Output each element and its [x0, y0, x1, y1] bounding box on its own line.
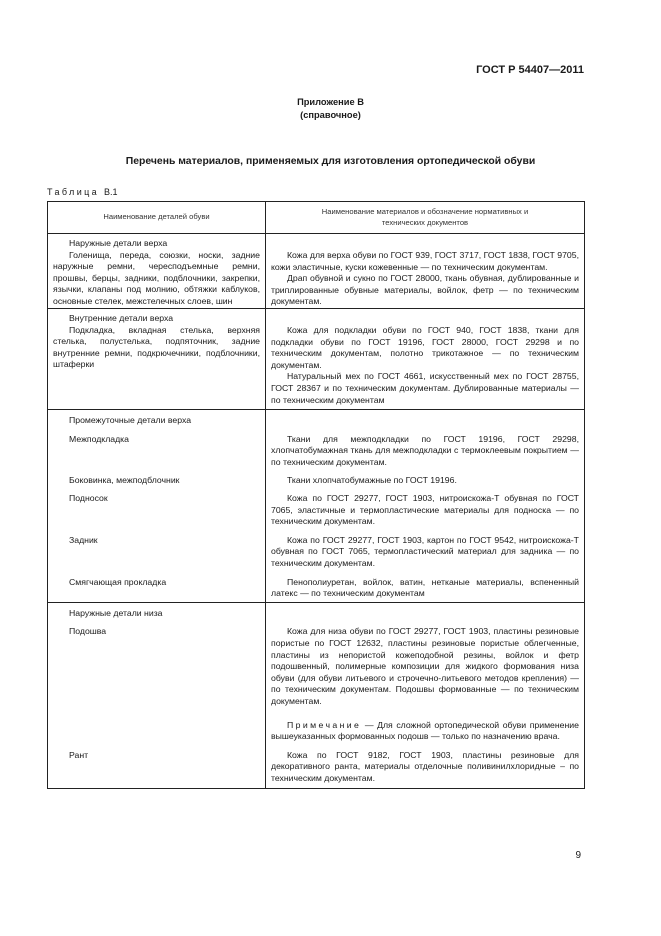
materials-cell [266, 535, 585, 577]
part-cell [48, 750, 266, 788]
material-text: Натуральный мех по ГОСТ 4661, искусственный мех по ГОСТ 28755, ГОСТ 28367 и по техническим документам. Дублированные материалы — по техническим документам [271, 371, 579, 405]
part-cell [48, 432, 266, 475]
materials-cell [266, 493, 585, 535]
note-text: — Для сложной ортопедической обуви применение вышеуказанных формованных подошв — только по назначению врача. [271, 719, 579, 742]
material-text: Драп обувной и сукно по ГОСТ 28000, ткань обувная, дублированные и триплированные обувные материалы, войлок, фетр — по техническим документам. [271, 273, 579, 307]
note-label: Примечание [287, 719, 362, 730]
materials-cell [266, 410, 585, 432]
table-row [48, 577, 585, 603]
material-text: Кожа по ГОСТ 29277, ГОСТ 1903, картон по ГОСТ 9542, нитроискожа-Т обувная по ГОСТ 7065, термопластический материал для задника — по техническим документам. [271, 534, 579, 569]
material-text: Кожа для верха обуви по ГОСТ 939, ГОСТ 3717, ГОСТ 1838, ГОСТ 9705, кожи эластичные, куски кожевенные — по техническим документам. [271, 250, 579, 272]
group-title: Наружные детали низа [69, 607, 163, 618]
materials-cell [266, 577, 585, 603]
part-cell [48, 493, 266, 535]
header-parts: Наименование деталей обуви [48, 202, 266, 234]
part-cell [48, 535, 266, 577]
table-caption-number: В.1 [104, 187, 118, 197]
table-header-row [48, 202, 585, 234]
materials-cell [266, 234, 585, 309]
table-row [48, 234, 585, 309]
material-text: Пенополиуретан, войлок, ватин, нетканые материалы, вспененный латекс — по техническим документам [271, 576, 579, 599]
part-cell [48, 475, 266, 494]
document-title: Перечень материалов, применяемых для изготовления ортопедической обуви [125, 156, 536, 167]
materials-cell [266, 750, 585, 788]
part-cell [48, 308, 266, 409]
table-row [48, 535, 585, 577]
material-text: Ткани для межподкладки по ГОСТ 19196, ГОСТ 29298, хлопчатобумажная ткань для межподкладки с термоклеевым покрытием — по техническим документам. [271, 433, 579, 467]
group-title-row [48, 410, 585, 432]
part-cell [48, 234, 266, 309]
part-cell [48, 602, 266, 624]
table-row [48, 432, 585, 475]
part-name: Подкладка, вкладная стелька, верхняя стелька, полустелька, подпяточник, задние внутренние ремни, подкрючечники, подблочники, штаферки [53, 324, 260, 370]
materials-cell [266, 432, 585, 475]
part-name: Подносок [69, 493, 108, 504]
table-row [48, 750, 585, 788]
table-caption-label: Таблица [47, 187, 100, 197]
part-name: Задник [69, 534, 98, 545]
note [271, 720, 579, 743]
table-caption [47, 187, 118, 197]
materials-cell [266, 308, 585, 409]
materials-cell [266, 624, 585, 749]
group-title: Промежуточные детали верха [69, 415, 192, 426]
material-text: Кожа по ГОСТ 9182, ГОСТ 1903, пластины резиновые для декоративного ранта, материалы отделочные поливинилхлоридные – по техническим документам. [271, 749, 579, 783]
table-row [48, 308, 585, 409]
page-number: 9 [575, 850, 581, 861]
materials-cell [266, 602, 585, 624]
group-title: Внутренние детали верха [69, 312, 174, 323]
materials-table [47, 201, 585, 789]
part-cell [48, 624, 266, 749]
part-name: Межподкладка [69, 433, 129, 444]
material-text: Кожа по ГОСТ 29277, ГОСТ 1903, нитроискожа-Т обувная по ГОСТ 7065, эластичные и термопластические материалы для подноска — по техническим документам. [271, 493, 579, 527]
standard-number: ГОСТ Р 54407—2011 [476, 64, 584, 76]
part-name: Голенища, переда, союзки, носки, задние наружные ремни, чересподъемные ремни, прошвы, берцы, задники, подблочники, закрепки, язычки, клапаны под молнию, обтяжки каблуков, основные стелек, межстелечных слоев, шин [53, 249, 260, 306]
header-materials: Наименование материалов и обозначение нормативных и технических документов [266, 202, 585, 234]
group-title: Наружные детали верха [69, 238, 168, 248]
appendix-title: Приложение В [297, 97, 364, 107]
table-row [48, 475, 585, 494]
appendix-heading [0, 96, 661, 122]
materials-cell [266, 475, 585, 494]
part-name: Подошва [69, 626, 107, 637]
material-text: Кожа для подкладки обуви по ГОСТ 940, ГОСТ 1838, ткани для подкладки обуви по ГОСТ 19196, ГОСТ 28000, ГОСТ 29298 и по техническим документам, полотно трикотажное — по техническим документам. [271, 324, 579, 370]
part-cell [48, 410, 266, 432]
appendix-subtitle: (справочное) [300, 110, 361, 120]
table-row [48, 624, 585, 749]
part-cell [48, 577, 266, 603]
material-text: Кожа для низа обуви по ГОСТ 29277, ГОСТ 1903, пластины резиновые пористые по ГОСТ 12632, пластины резиновые пористые облегченные, пластины из непористой кожеподобной резины, войлок и фетр подошвенный, полимерные композиции для жидкого формования низа обуви (для обуви литьевого и строчечно-литьевого методов крепления) — по техническим документам. Подошвы формованные — по техническим документам. [271, 626, 579, 706]
material-text: Ткани хлопчатобумажные по ГОСТ 19196. [287, 474, 457, 485]
table-row [48, 493, 585, 535]
part-name: Боковинка, межподблочник [69, 474, 180, 485]
group-title-row [48, 602, 585, 624]
part-name: Смягчающая прокладка [69, 576, 167, 587]
part-name: Рант [69, 749, 89, 760]
